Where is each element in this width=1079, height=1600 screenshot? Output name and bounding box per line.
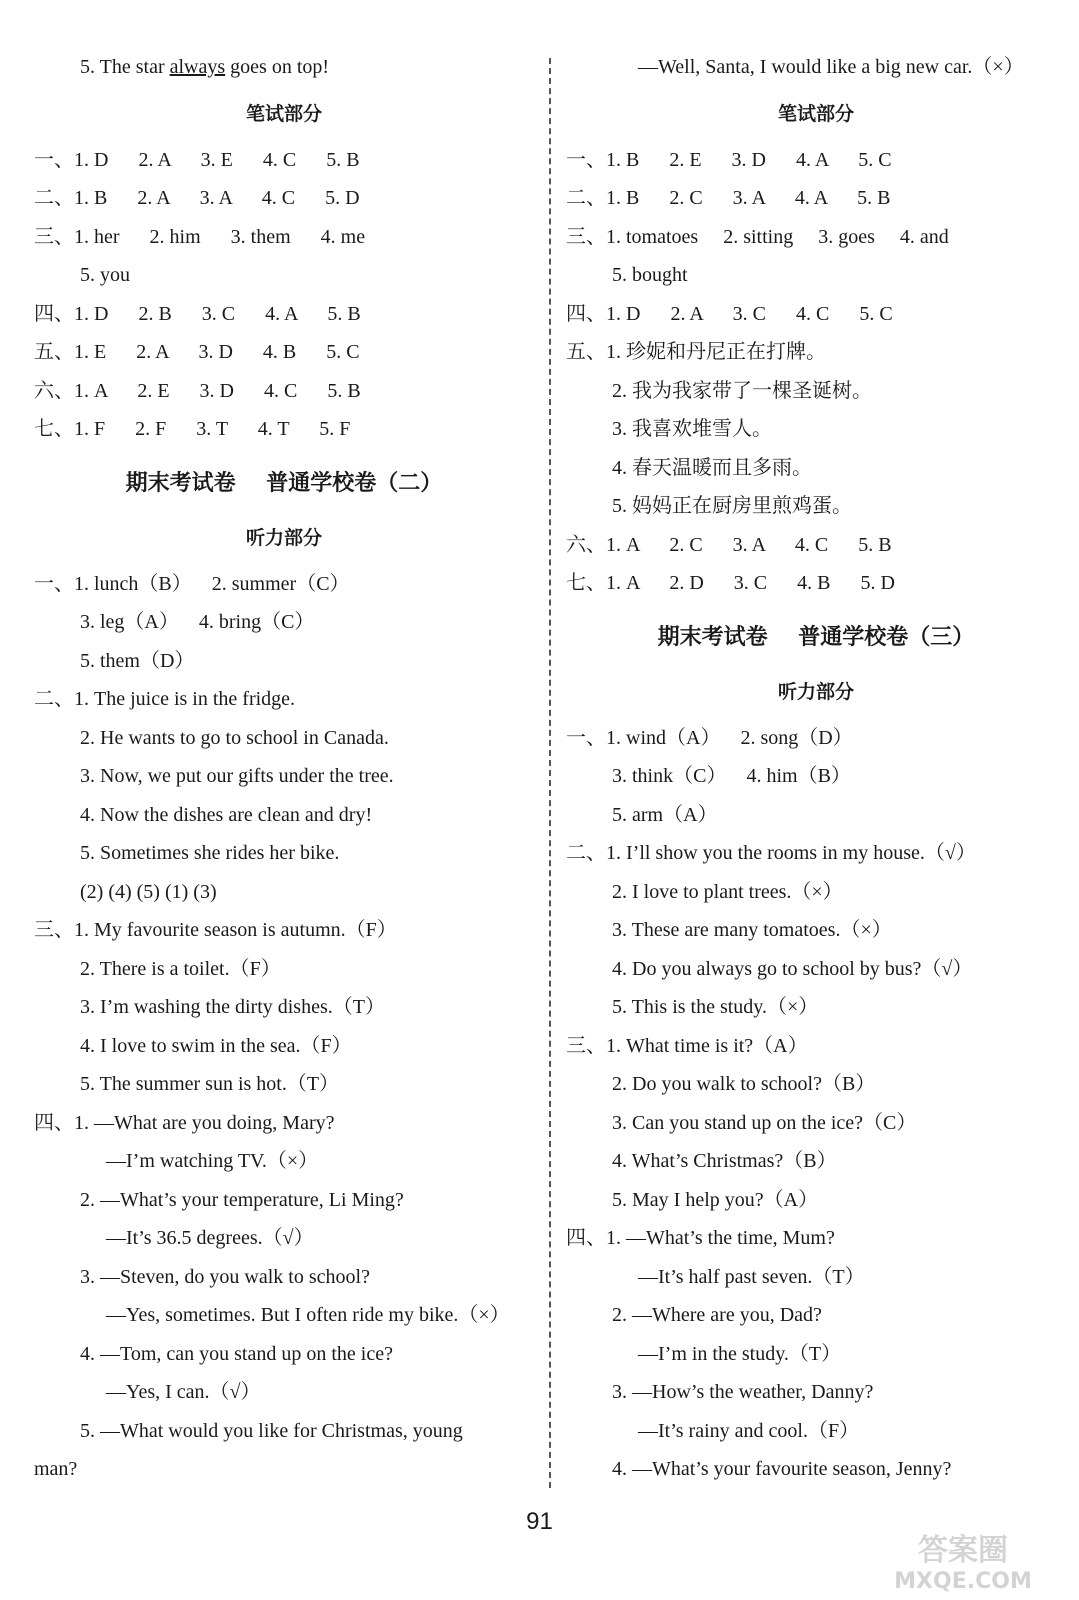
answer-line: —I’m in the study.（T） (638, 1342, 842, 1365)
answer-line: 2. Do you walk to school?（B） (612, 1073, 876, 1095)
answer-line: 3. 我喜欢堆雪人。 (612, 418, 772, 440)
answer-line: 5. The summer sun is hot.（T） (80, 1073, 340, 1095)
answer-line: 3. Now, we put our gifts under the tree. (80, 765, 394, 787)
answer-line: 二、1. B 2. C 3. A 4. A 5. B (566, 187, 891, 209)
answer-line: 5. bought (612, 264, 688, 286)
answer-line: 四、1. —What are you doing, Mary? (34, 1111, 335, 1134)
answer-line: —It’s 36.5 degrees.（√） (106, 1227, 314, 1249)
answer-line: 5. them（D） (80, 649, 195, 672)
section-heading: 笔试部分 (777, 102, 854, 125)
right-column (566, 48, 1066, 1489)
exam-title: 期末考试卷 普通学校卷（三） (657, 624, 975, 650)
answer-line: 2. I love to plant trees.（×） (612, 880, 843, 903)
answer-line: —I’m watching TV.（×） (106, 1150, 319, 1172)
answer-line: 四、1. —What’s the time, Mum? (566, 1227, 835, 1249)
answer-line: —Yes, sometimes. But I often ride my bike.（×） (106, 1304, 510, 1326)
answer-line: 4. —Tom, can you stand up on the ice? (80, 1342, 393, 1365)
answer-line: 3. —How’s the weather, Danny? (612, 1381, 874, 1403)
answer-line: 2. He wants to go to school in Canada. (80, 726, 389, 749)
answer-line: —Well, Santa, I would like a big new car.（×） (638, 56, 1024, 78)
answer-line: man? (34, 1458, 78, 1480)
answer-line: —It’s half past seven.（T） (638, 1265, 865, 1288)
answer-line: 4. Now the dishes are clean and dry! (80, 803, 373, 826)
answer-line: 三、1. her 2. him 3. them 4. me (34, 225, 366, 248)
answer-line: —It’s rainy and cool.（F） (638, 1419, 860, 1442)
answer-line: 一、1. B 2. E 3. D 4. A 5. C (566, 148, 892, 171)
answer-line: 5. This is the study.（×） (612, 996, 819, 1018)
left-column (34, 48, 534, 1489)
answer-line: 3. leg（A） 4. bring（C） (80, 611, 315, 633)
answer-line: 3. These are many tomatoes.（×） (612, 919, 892, 941)
page-number: 91 (526, 1508, 553, 1535)
svg-text:MXQE.COM: MXQE.COM (894, 1569, 1032, 1594)
answer-line: 四、1. D 2. B 3. C 4. A 5. B (34, 302, 361, 325)
answer-line: 4. 春天温暖而且多雨。 (612, 456, 812, 479)
answer-line: 一、1. lunch（B） 2. summer（C） (34, 572, 350, 595)
answer-line: 七、1. F 2. F 3. T 4. T 5. F (34, 418, 351, 440)
answer-line: 5. arm（A） (612, 803, 718, 826)
answer-line: 四、1. D 2. A 3. C 4. C 5. C (566, 302, 893, 325)
answer-line: 3. think（C） 4. him（B） (612, 765, 851, 787)
answer-line: 三、1. tomatoes 2. sitting 3. goes 4. and (566, 225, 949, 248)
answer-line: 3. I’m washing the dirty dishes.（T） (80, 996, 385, 1018)
exam-title: 期末考试卷 普通学校卷（二） (125, 470, 443, 496)
answer-line: 3. —Steven, do you walk to school? (80, 1265, 370, 1288)
watermark-text: 答案圈 (918, 1533, 1008, 1568)
answer-line: 二、1. B 2. A 3. A 4. C 5. D (34, 187, 360, 209)
answer-line: 2. —Where are you, Dad? (612, 1304, 822, 1326)
answer-line: —Yes, I can.（√） (106, 1381, 261, 1403)
watermark-logo (858, 1530, 1068, 1594)
answer-line: 4. What’s Christmas?（B） (612, 1150, 837, 1172)
answer-line: 3. Can you stand up on the ice?（C） (612, 1111, 917, 1134)
answer-line: 二、1. I’ll show you the rooms in my house.（√） (566, 842, 976, 864)
answer-line: 5. —What would you like for Christmas, young (80, 1419, 463, 1442)
section-heading: 笔试部分 (245, 102, 322, 125)
answer-line: 三、1. What time is it?（A） (566, 1034, 808, 1057)
answer-line: 2. 我为我家带了一棵圣诞树。 (612, 379, 872, 402)
answer-line: 三、1. My favourite season is autumn.（F） (34, 919, 397, 941)
answer-line: 六、1. A 2. E 3. D 4. C 5. B (34, 379, 361, 402)
answer-line: 五、1. 珍妮和丹尼正在打牌。 (566, 341, 826, 363)
section-heading: 听力部分 (777, 680, 854, 703)
answer-line: 4. Do you always go to school by bus?（√） (612, 957, 973, 980)
answer-line: 五、1. E 2. A 3. D 4. B 5. C (34, 341, 360, 363)
answer-line: 七、1. A 2. D 3. C 4. B 5. D (566, 572, 895, 594)
answer-line: 5. 妈妈正在厨房里煎鸡蛋。 (612, 495, 852, 517)
answer-line: 2. There is a toilet.（F） (80, 957, 281, 980)
answer-line: 六、1. A 2. C 3. A 4. C 5. B (566, 533, 892, 556)
underlined-word: always (169, 56, 226, 78)
answer-line: 5. Sometimes she rides her bike. (80, 842, 340, 864)
answer-line: 5. The star always goes on top! (80, 56, 330, 78)
answer-line: 5. you (80, 264, 130, 286)
answer-line: 一、1. D 2. A 3. E 4. C 5. B (34, 148, 360, 171)
answer-line: 2. —What’s your temperature, Li Ming? (80, 1188, 404, 1211)
column-divider (549, 58, 551, 1488)
answer-line: (2) (4) (5) (1) (3) (80, 880, 217, 903)
answer-line: 4. I love to swim in the sea.（F） (80, 1034, 352, 1057)
answer-line: 5. May I help you?（A） (612, 1188, 819, 1211)
answer-line: 4. —What’s your favourite season, Jenny? (612, 1458, 952, 1480)
answer-line: 二、1. The juice is in the fridge. (34, 688, 296, 710)
answer-line: 一、1. wind（A） 2. song（D） (566, 726, 853, 749)
section-heading: 听力部分 (245, 526, 322, 549)
